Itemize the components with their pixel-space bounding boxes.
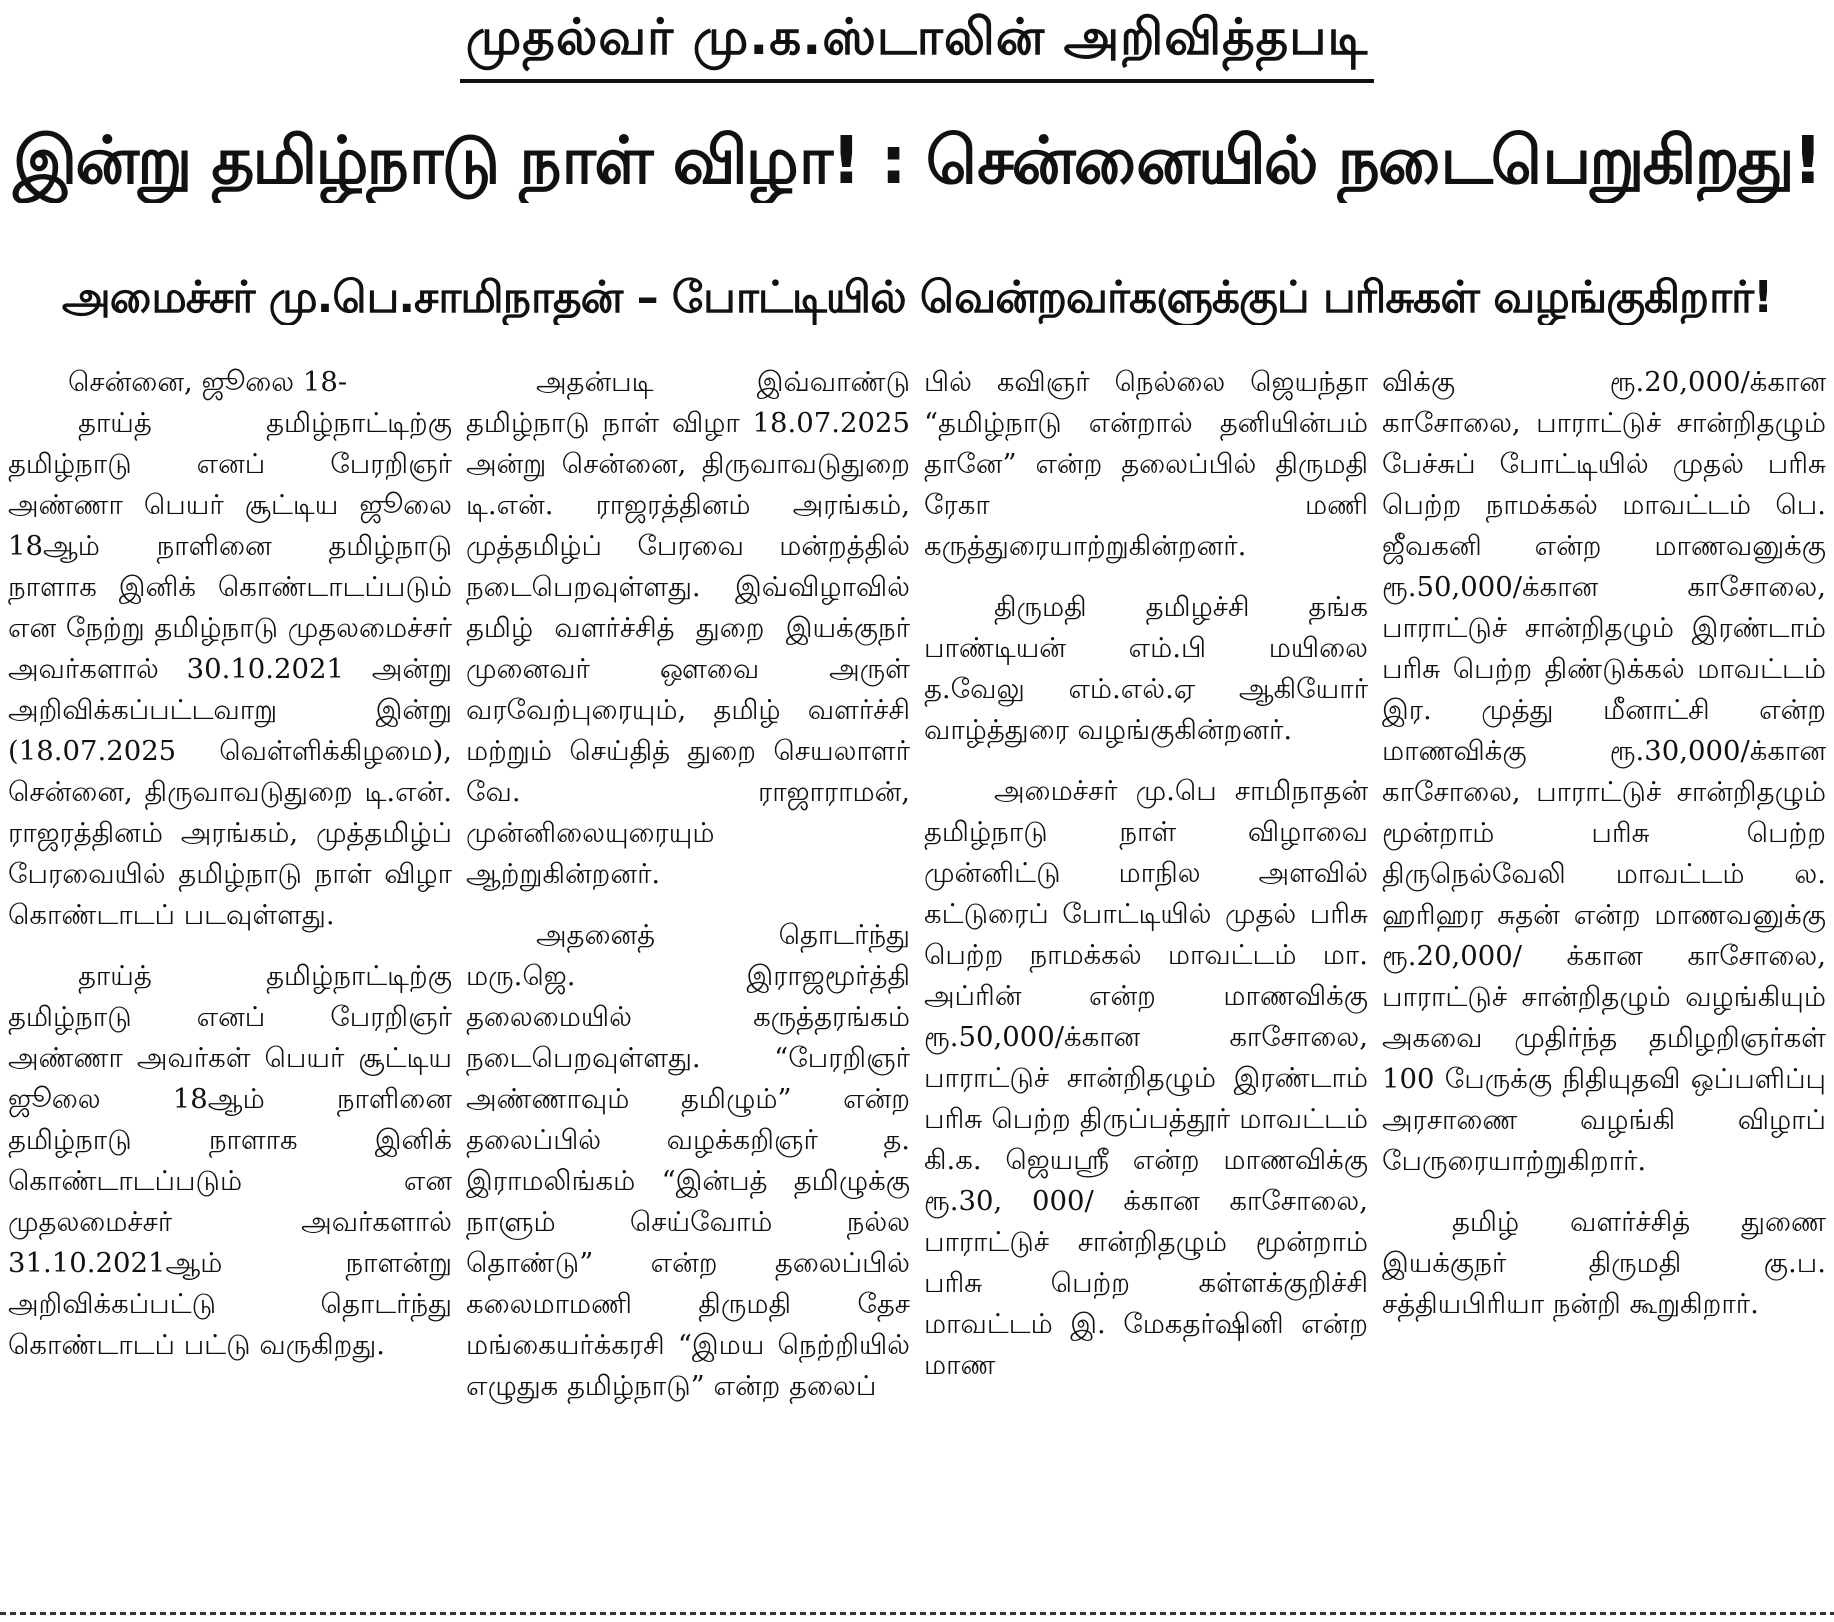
main-headline: இன்று தமிழ்நாடு நாள் விழா! : சென்னையில் நடைபெறுகிறது! [13,122,1821,199]
paragraph: தாய்த் தமிழ்நாட்டிற்கு தமிழ்நாடு எனப் பேரறிஞர் அண்ணா பெயர் சூட்டிய ஜூலை 18ஆம் நாளினை தமிழ்நாடு நாளாக இனிக் கொண்டாடப்படும் என நேற்று தமிழ்நாடு முதலமைச்சர் அவர்களால் 30.10.2021 அன்று அறிவிக்கப்பட்டவாறு இன்று (18.07.2025 வெள்ளிக்கிழமை), சென்னை, திருவாவடுதுறை டி.என். ராஜரத்தினம் அரங்கம், முத்தமிழ்ப் பேரவையில் தமிழ்நாடு நாள் விழா கொண்டாடப் படவுள்ளது. [8,407,452,931]
dateline: சென்னை, ஜூலை 18- [68,366,348,398]
kicker-headline: முதல்வர் மு.க.ஸ்டாலின் அறிவித்தபடி [460,8,1375,83]
paragraph: விக்கு ரூ.20,000/க்கான காசோலை, பாராட்டுச் சான்றிதழும் பேச்சுப் போட்டியில் முதல் பரிசு பெற்ற நாமக்கல் மாவட்டம் பெ. ஜீவகனி என்ற மாணவனுக்கு ரூ.50,000/க்கான காசோலை, பாராட்டுச் சான்றிதழும் இரண்டாம் பரிசு பெற்ற திண்டுக்கல் மாவட்டம் இர. முத்து மீனாட்சி என்ற மாணவிக்கு ரூ.30,000/க்கான காசோலை, பாராட்டுச் சான்றிதழும் மூன்றாம் பரிசு பெற்ற திருநெல்வேலி மாவட்டம் ல. ஹரிஹர சுதன் என்ற மாணவனுக்கு ரூ.20,000/ க்கான காசோலை, பாராட்டுச் சான்றிதழும் வழங்கியும் அகவை முதிர்ந்த தமிழறிஞர்கள் 100 பேருக்கு நிதியுதவி ஒப்பளிப்பு அரசாணை வழங்கி விழாப் பேருரையாற்றுகிறார். [1382,366,1826,1177]
paragraph: அமைச்சர் மு.பெ சாமிநாதன் தமிழ்நாடு நாள் விழாவை முன்னிட்டு மாநில அளவில் கட்டுரைப் போட்டியில் முதல் பரிசு பெற்ற நாமக்கல் மாவட்டம் மா. அப்ரின் என்ற மாணவிக்கு ரூ.50,000/க்கான காசோலை, பாராட்டுச் சான்றிதழும் இரண்டாம் பரிசு பெற்ற திருப்பத்தூர் மாவட்டம் கி.க. ஜெயஸ்ரீ என்ற மாணவிக்கு ரூ.30, 000/ க்கான காசோலை, பாராட்டுச் சான்றிதழும் மூன்றாம் பரிசு பெற்ற கள்ளக்குறிச்சி மாவட்டம் இ. மேகதர்ஷினி என்ற மாண [924,775,1368,1381]
bottom-divider [0,1612,1834,1615]
paragraph: அதன்படி இவ்வாண்டு தமிழ்நாடு நாள் விழா 18.07.2025 அன்று சென்னை, திருவாவடுதுறை டி.என். ராஜரத்தினம் அரங்கம், முத்தமிழ்ப் பேரவை மன்றத்தில் நடைபெறவுள்ளது. இவ்விழாவில் தமிழ் வளர்ச்சித் துறை இயக்குநர் முனைவர் ஔவை அருள் வரவேற்புரையும், தமிழ் வளர்ச்சி மற்றும் செய்தித் துறை செயலாளர் வே. ராஜாராமன், முன்னிலையுரையும் ஆற்றுகின்றனர். [466,366,910,890]
sub-headline: அமைச்சர் மு.பெ.சாமிநாதன் – போட்டியில் வென்றவர்களுக்குப் பரிசுகள் வழங்குகிறார்! [61,272,1773,323]
article-column-2 [466,362,910,1602]
paragraph: திருமதி தமிழச்சி தங்க பாண்டியன் எம்.பி மயிலை த.வேலு எம்.எல்.ஏ ஆகியோர் வாழ்த்துரை வழங்குகின்றனர். [924,591,1368,746]
paragraph: பில் கவிஞர் நெல்லை ஜெயந்தா “தமிழ்நாடு என்றால் தனியின்பம் தானே” என்ற தலைப்பில் திருமதி ரேகா மணி கருத்துரையாற்றுகின்றனர். [924,366,1368,562]
kicker-container [0,8,1834,83]
paragraph: அதனைத் தொடர்ந்து மரு.ஜெ. இராஜமூர்த்தி தலைமையில் கருத்தரங்கம் நடைபெறவுள்ளது. “பேரறிஞர் அண்ணாவும் தமிழும்” என்ற தலைப்பில் வழக்கறிஞர் த. இராமலிங்கம் “இன்பத் தமிழுக்கு நாளும் செய்வோம் நல்ல தொண்டு” என்ற தலைப்பில் கலைமாமணி திருமதி தேச மங்கையர்க்கரசி “இமய நெற்றியில் எழுதுக தமிழ்நாடு” என்ற தலைப் [466,919,910,1402]
article-body [8,362,1826,1602]
paragraph: தமிழ் வளர்ச்சித் துணை இயக்குநர் திருமதி கு.ப. சத்தியபிரியா நன்றி கூறுகிறார். [1382,1206,1826,1320]
article-column-3 [924,362,1368,1602]
paragraph: தாய்த் தமிழ்நாட்டிற்கு தமிழ்நாடு எனப் பேரறிஞர் அண்ணா அவர்கள் பெயர் சூட்டிய ஜூலை 18ஆம் நாளினை தமிழ்நாடு நாளாக இனிக் கொண்டாடப்படும் என முதலமைச்சர் அவர்களால் 31.10.2021ஆம் நாளன்று அறிவிக்கப்பட்டு தொடர்ந்து கொண்டாடப் பட்டு வருகிறது. [8,960,452,1361]
article-column-4 [1382,362,1826,1602]
article-column-1 [8,362,452,1602]
